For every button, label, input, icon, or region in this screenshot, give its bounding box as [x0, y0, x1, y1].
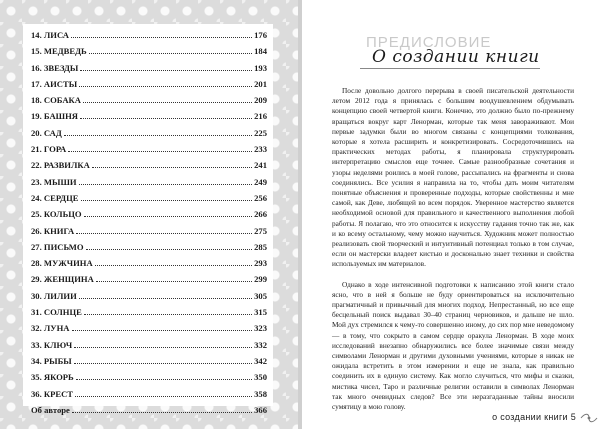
toc-leader-dots [72, 406, 252, 413]
toc-entry-page: 299 [254, 274, 267, 285]
toc-entry-title: 21. ГОРА [31, 144, 67, 155]
toc-entry-page: 201 [254, 78, 267, 89]
toc-leader-dots [86, 243, 253, 250]
ornament-icon [580, 412, 598, 424]
toc-entry [31, 209, 267, 225]
toc-entry-page: 225 [254, 127, 267, 138]
toc-entry-page: 233 [254, 144, 267, 155]
toc-leader-dots [74, 357, 252, 364]
toc-entry [31, 340, 267, 356]
toc-entry [31, 160, 267, 176]
toc-leader-dots [64, 129, 252, 136]
toc-entry-page: 342 [254, 355, 267, 366]
toc-entry-title: 18. СОБАКА [31, 95, 81, 106]
toc-leader-dots [81, 194, 253, 201]
toc-entry [31, 405, 267, 421]
toc-leader-dots [76, 227, 252, 234]
paragraph: После довольно долгого перерыва в своей писательской деятельности летом 2012 года я принялась с большим воодушевлением обдумывать концепцию своей четвертой книги. Конечно, это должно было по-прежнему вращаться вокруг карт Ленорман, которые так меня завораживают. Мои первые задумки были во многом связаны с концепциями толкования, которые я хотела расширить и конкретизировать. Сосредоточившись на практических методах работы, я планировала структурировать интерпретацию смыслов еще точнее. Самые разнообразные сочетания и узоры неделями роились в моей голове, рассыпались на фрагменты и снова соединялись. Все усилия я направила на то, чтобы дать моим читателям понятные объяснения и проверенные подходы, которые свойственны и мне самой, как Деве, любящей во всем порядок. Уверенное мастерство является необходимой основой для правильного и качественного выполнения любой работы. Я полагаю, что это относится к искусству гадания точно так же, как и ко всему остальному, чему можно научиться. Художник может полностью реализовать свой творческий и интуитивный потенциал только в том случае, если он мастерски владеет кистью и досконально знает техники и свойства используемых им материалов. [332, 86, 574, 269]
toc-entry-title: 23. МЫШИ [31, 176, 77, 187]
toc-leader-dots [68, 145, 252, 152]
toc-entry [31, 307, 267, 323]
toc-entry [31, 63, 267, 79]
toc-entry [31, 193, 267, 209]
toc-entry-title: 19. БАШНЯ [31, 111, 78, 122]
toc-leader-dots [79, 80, 252, 87]
toc-entry-page: 209 [254, 95, 267, 106]
chapter-title: О создании книги [372, 47, 540, 67]
body-text [332, 86, 574, 412]
toc-entry-page: 323 [254, 323, 267, 334]
toc-entry [31, 274, 267, 290]
toc-leader-dots [72, 324, 253, 331]
toc-entry-title: 30. ЛИЛИИ [31, 290, 77, 301]
toc-entry-title: 34. РЫБЫ [31, 355, 72, 366]
toc-entry-page: 266 [254, 209, 267, 220]
left-page [0, 0, 298, 429]
toc-entry-title: Об авторе [31, 404, 70, 415]
toc-entry-page: 293 [254, 258, 267, 269]
toc-entry [31, 95, 267, 111]
toc-leader-dots [76, 373, 252, 380]
toc-entry [31, 177, 267, 193]
toc-entry-title: 26. КНИГА [31, 225, 75, 236]
toc-entry [31, 128, 267, 144]
toc-leader-dots [75, 390, 252, 397]
toc-entry-title: 33. КЛЮЧ [31, 339, 73, 350]
toc-entry-page: 193 [254, 62, 267, 73]
toc-entry-title: 31. СОЛНЦЕ [31, 307, 82, 318]
toc-entry-page: 332 [254, 339, 267, 350]
toc-leader-dots [80, 112, 252, 119]
toc-entry [31, 242, 267, 258]
toc-entry-title: 29. ЖЕНЩИНА [31, 274, 94, 285]
footer-chapter-title: о создании книги [492, 412, 568, 422]
toc-entry-page: 315 [254, 307, 267, 318]
toc-leader-dots [84, 308, 252, 315]
toc-entry-page: 275 [254, 225, 267, 236]
toc-entry [31, 79, 267, 95]
toc-leader-dots [80, 64, 252, 71]
toc-leader-dots [84, 210, 253, 217]
toc-leader-dots [89, 47, 252, 54]
toc-entry-title: 24. СЕРДЦЕ [31, 192, 79, 203]
toc-entry-page: 358 [254, 388, 267, 399]
toc-entry-title: 20. САД [31, 127, 62, 138]
toc-entry-title: 32. ЛУНА [31, 323, 70, 334]
toc-entry-page: 366 [254, 404, 267, 415]
toc-leader-dots [83, 96, 252, 103]
toc-entry-page: 305 [254, 290, 267, 301]
toc-entry [31, 144, 267, 160]
toc-entry [31, 111, 267, 127]
page-number: 5 [570, 412, 576, 422]
toc-leader-dots [96, 275, 252, 282]
toc-entry-title: 22. РАЗВИЛКА [31, 160, 90, 171]
toc-entry-title: 17. АИСТЫ [31, 78, 78, 89]
toc-entry-page: 350 [254, 372, 267, 383]
toc-entry [31, 30, 267, 46]
toc-entry-title: 14. ЛИСА [31, 30, 69, 40]
toc-entry-page: 249 [254, 176, 267, 187]
toc-entry-title: 36. КРЕСТ [31, 388, 74, 399]
toc-entry [31, 258, 267, 274]
toc-entry-page: 285 [254, 241, 267, 252]
toc-entry-title: 15. МЕДВЕДЬ [31, 46, 87, 57]
toc-entry-title: 27. ПИСЬМО [31, 241, 84, 252]
table-of-contents [23, 24, 273, 415]
toc-entry-title: 16. ЗВЕЗДЫ [31, 62, 79, 73]
toc-leader-dots [95, 259, 252, 266]
toc-leader-dots [74, 341, 252, 348]
toc-entry-page: 184 [254, 46, 267, 57]
toc-entry-page: 241 [254, 160, 267, 171]
chapter-header [300, 0, 598, 80]
toc-entry-page: 256 [254, 192, 267, 203]
toc-leader-dots [71, 31, 252, 38]
toc-leader-dots [79, 292, 252, 299]
title-underline [360, 68, 540, 69]
toc-entry [31, 46, 267, 62]
chapter-label: ПРЕДИСЛОВИЕ [366, 34, 492, 51]
toc-entry-page: 216 [254, 111, 267, 122]
toc-entry [31, 323, 267, 339]
toc-entry-page: 176 [254, 30, 267, 40]
toc-leader-dots [92, 161, 252, 168]
toc-entry [31, 372, 267, 388]
toc-entry-title: 25. КОЛЬЦО [31, 209, 82, 220]
toc-entry [31, 291, 267, 307]
toc-entry [31, 356, 267, 372]
toc-entry [31, 226, 267, 242]
page-footer [492, 412, 576, 422]
toc-entry-title: 28. МУЖЧИНА [31, 258, 93, 269]
toc-leader-dots [79, 178, 253, 185]
paragraph: Однако в ходе интенсивной подготовки к написанию этой книги стало ясно, что в ней я больше не буду ориентироваться на исключительно прагматичный и привычный для многих подход. Непрестанный, но все еще бесцельный поиск выдавал 30–40 страниц черновиков, и дальше не шло. Мой дух стремился к чему-то совершенно иному, до сих пор мне неведомому — в тому, что сокрыто в самом сердце оракула Ленорман. В ходе моих исследований внезапно обнаружились все более значимые связи между символами Ленорман и другими духовными учениями, которые я никак не ожидала встретить в этом измерении и еще не знала, как правильно соединить их в единую систему. Как могло случиться, что мифы и сказки, мистика чисел, Таро и различные религии оставили в символах Ленорман так много очевидных следов? Все эти неразгаданные тайны вносили сумятицу в мою голову. [332, 279, 574, 412]
toc-entry [31, 389, 267, 405]
toc-entry-title: 35. ЯКОРЬ [31, 372, 74, 383]
